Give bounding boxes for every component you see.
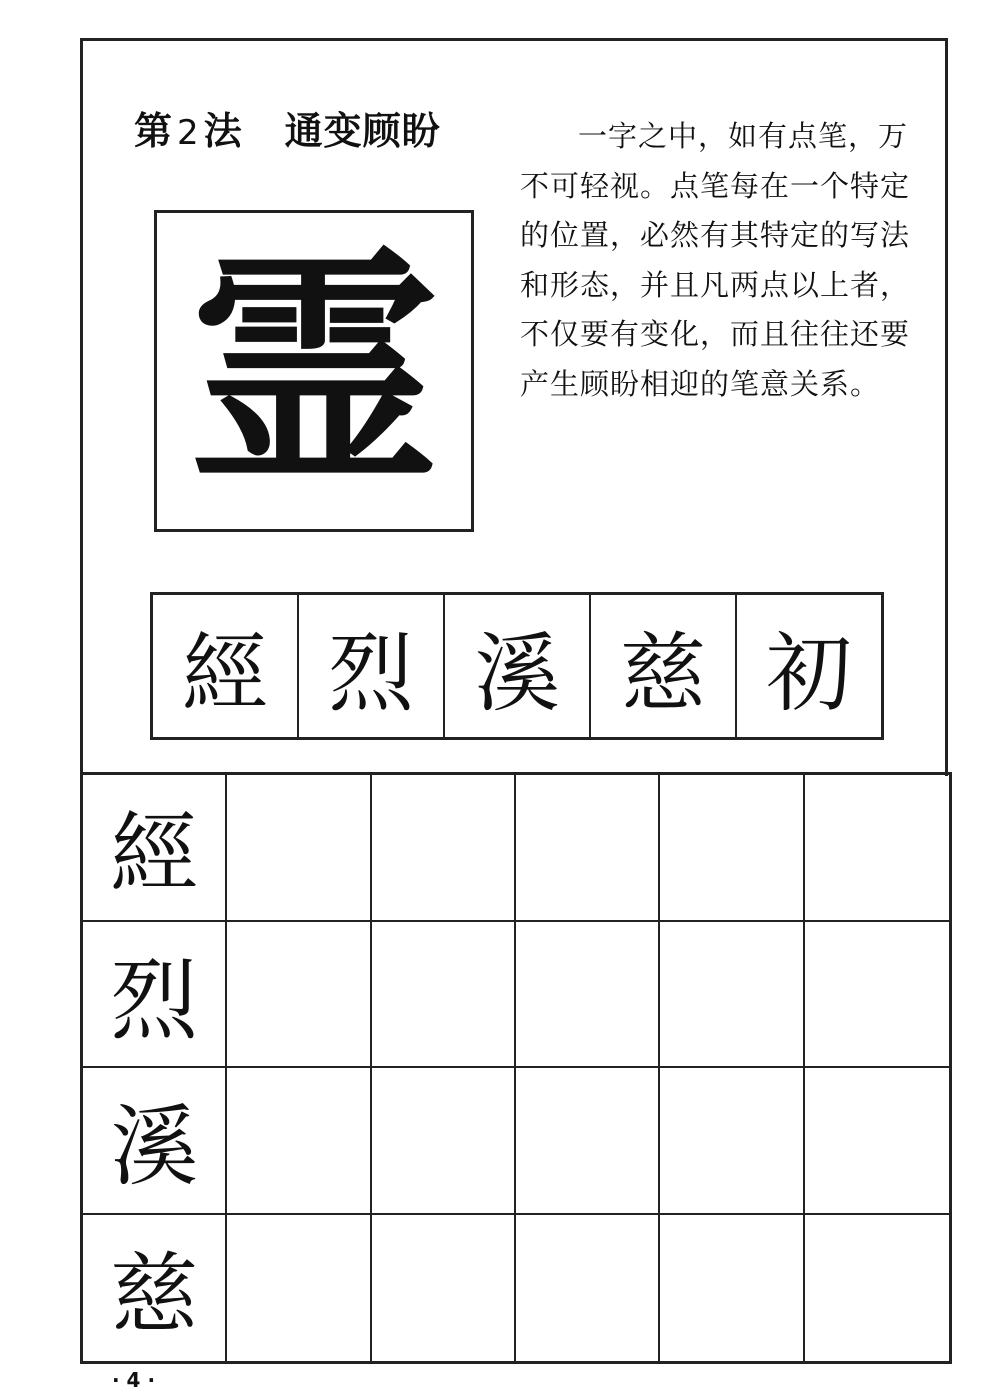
section-title	[134, 100, 441, 155]
model-character-cell: 烈	[83, 922, 227, 1069]
model-character-cell: 慈	[83, 1215, 227, 1362]
practice-cell[interactable]	[516, 1068, 660, 1215]
model-character-cell: 溪	[83, 1068, 227, 1215]
practice-cell[interactable]	[227, 922, 371, 1069]
practice-cell[interactable]	[660, 775, 804, 922]
practice-cell[interactable]	[660, 1068, 804, 1215]
practice-cell[interactable]	[805, 922, 949, 1069]
practice-cell[interactable]	[227, 1215, 371, 1362]
example-character: 霊	[189, 224, 439, 518]
practice-cell[interactable]	[516, 922, 660, 1069]
sample-character: 慈	[591, 595, 737, 737]
page-number: · 4 ·	[112, 1368, 156, 1392]
description-paragraph: 一字之中，如有点笔，万不可轻视。点笔每在一个特定的位置，必然有其特定的写法和形态，并且凡两点以上者，不仅要有变化，而且往往还要产生顾盼相迎的笔意关系。	[520, 119, 911, 401]
practice-cell[interactable]	[805, 775, 949, 922]
model-character-cell: 經	[83, 775, 227, 922]
practice-cell[interactable]	[660, 1215, 804, 1362]
sample-characters-row	[150, 592, 884, 740]
sample-character: 烈	[299, 595, 445, 737]
sample-character: 經	[153, 595, 299, 737]
example-character-box	[154, 210, 474, 532]
practice-cell[interactable]	[516, 775, 660, 922]
practice-cell[interactable]	[805, 1068, 949, 1215]
practice-cell[interactable]	[660, 922, 804, 1069]
practice-cell[interactable]	[227, 775, 371, 922]
practice-grid	[80, 772, 952, 1364]
title-prefix: 第	[134, 109, 174, 153]
method-name: 通变顾盼	[284, 109, 441, 153]
sample-character: 溪	[445, 595, 591, 737]
practice-cell[interactable]	[372, 775, 516, 922]
practice-cell[interactable]	[516, 1215, 660, 1362]
practice-cell[interactable]	[372, 922, 516, 1069]
practice-cell[interactable]	[227, 1068, 371, 1215]
title-number: 2	[177, 113, 200, 153]
practice-cell[interactable]	[372, 1068, 516, 1215]
practice-cell[interactable]	[372, 1215, 516, 1362]
sample-character: 初	[766, 624, 852, 724]
practice-cell[interactable]	[805, 1215, 949, 1362]
title-suffix: 法	[203, 109, 243, 153]
